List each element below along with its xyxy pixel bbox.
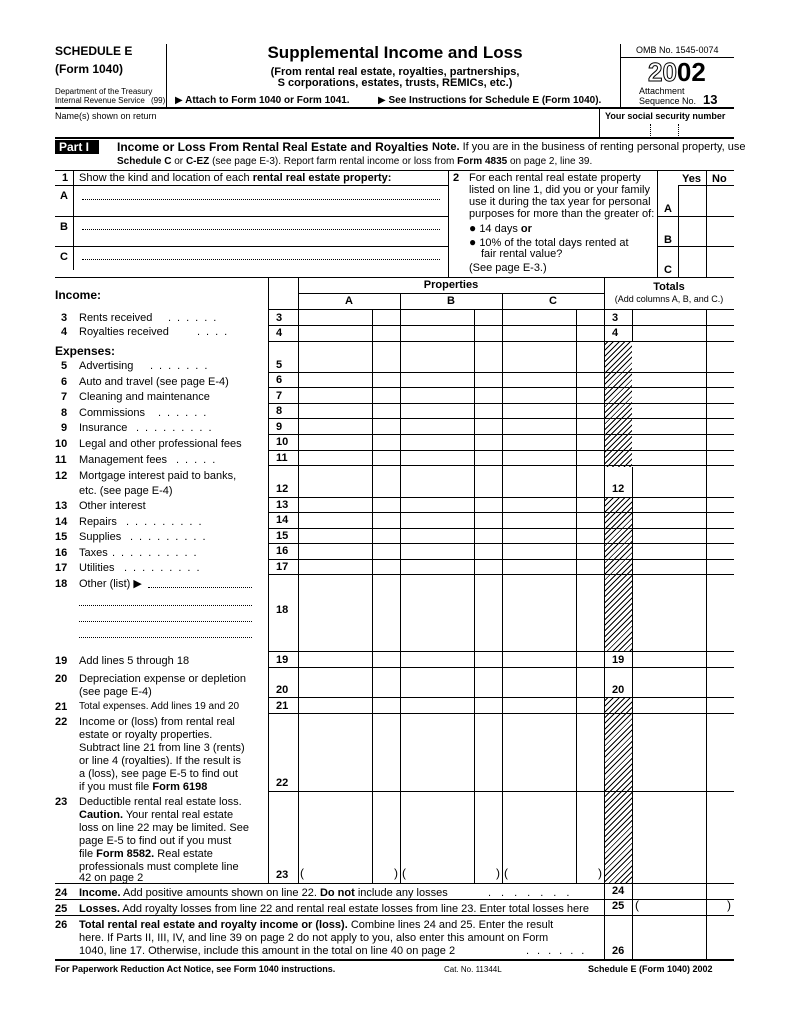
line8-property-a-amount[interactable] xyxy=(299,404,399,418)
line12-total-amount[interactable] xyxy=(633,482,733,497)
attachment-label: Attachment xyxy=(639,86,685,96)
line25-open-paren: ( xyxy=(635,898,639,912)
line2-c-yes[interactable] xyxy=(679,247,706,277)
line10-number: 10 xyxy=(55,438,68,450)
line18-other-field-4[interactable] xyxy=(79,637,252,638)
line7-property-c-amount[interactable] xyxy=(503,388,603,403)
line25-total-amount[interactable] xyxy=(633,900,733,915)
line17-text: Utilities xyxy=(79,562,115,574)
line7-property-a-amount[interactable] xyxy=(299,388,399,403)
line14-property-c-amount[interactable] xyxy=(503,513,603,528)
line2-see: (See page E-3.) xyxy=(469,262,547,274)
line24-text: Income. Add positive amounts shown on line 22. Do not include any losses xyxy=(79,887,448,899)
box-16: 16 xyxy=(276,545,289,557)
line2-text-4: purposes for more than the greater of: xyxy=(469,208,655,220)
box-21: 21 xyxy=(276,700,289,712)
line4-total-amount[interactable] xyxy=(633,326,733,341)
line24-total-amount[interactable] xyxy=(633,884,733,899)
line25-close-paren: ) xyxy=(727,898,731,912)
box-17: 17 xyxy=(276,561,289,573)
line2-c-no[interactable] xyxy=(707,247,734,277)
totals-box-26: 26 xyxy=(612,945,625,957)
totals-box-24: 24 xyxy=(612,885,625,897)
footer-cat-number: Cat. No. 11344L xyxy=(444,965,502,974)
line13-property-c-amount[interactable] xyxy=(503,498,603,512)
line20-property-a-amount[interactable] xyxy=(299,682,399,697)
line25-text: Losses. Add royalty losses from line 22 and rental real estate losses from line 23. Enter total losses here xyxy=(79,903,589,915)
yes-header: Yes xyxy=(682,173,701,185)
names-label: Name(s) shown on return xyxy=(55,111,157,121)
no-header: No xyxy=(712,173,727,185)
line23-a-close-paren: ) xyxy=(394,866,398,880)
line14-property-a-amount[interactable] xyxy=(299,513,399,528)
line15-property-b-amount[interactable] xyxy=(401,529,501,543)
income-heading: Income: xyxy=(55,288,102,302)
line5-property-c-amount[interactable] xyxy=(503,358,603,372)
line22-text-2: estate or royalty properties. xyxy=(79,729,213,741)
line26-total-amount[interactable] xyxy=(633,916,733,959)
line12-number: 12 xyxy=(55,470,68,482)
line9-property-c-amount[interactable] xyxy=(503,419,603,434)
line15-number: 15 xyxy=(55,531,68,543)
line23-text-1: Deductible rental real estate loss. xyxy=(79,796,242,808)
line26-text-3: 1040, line 17. Otherwise, include this amount in the total on line 40 on page 2 xyxy=(79,945,456,957)
line8-property-b-amount[interactable] xyxy=(401,404,501,418)
see-instruction: ▶ See Instructions for Schedule E (Form 1040). xyxy=(378,95,602,106)
line2-row-c: C xyxy=(664,264,672,276)
line23-property-b-amount[interactable] xyxy=(401,792,501,883)
line17-property-b-amount[interactable] xyxy=(401,560,501,574)
line1-a-field[interactable] xyxy=(82,199,440,200)
line20-property-c-amount[interactable] xyxy=(503,682,603,697)
totals-box-4: 4 xyxy=(612,327,619,339)
totals-box-25: 25 xyxy=(612,900,625,912)
line21-property-c-amount[interactable] xyxy=(503,698,603,713)
line9-leader: ......... xyxy=(136,422,218,434)
line11-number: 11 xyxy=(55,454,67,466)
line22-text-3: Subtract line 21 from line 3 (rents) xyxy=(79,742,245,754)
ssn-label: Your social security number xyxy=(605,111,726,121)
line18-other-field-1[interactable] xyxy=(148,587,252,588)
line6-number: 6 xyxy=(61,376,68,388)
line6-property-a-amount[interactable] xyxy=(299,373,399,387)
box-10: 10 xyxy=(276,436,289,448)
box-18: 18 xyxy=(276,604,289,616)
line5-number: 5 xyxy=(61,360,68,372)
box-20: 20 xyxy=(276,684,289,696)
line15-property-c-amount[interactable] xyxy=(503,529,603,543)
line10-text: Legal and other professional fees xyxy=(79,438,242,450)
line23-text-6: professionals must complete line xyxy=(79,861,239,873)
line7-property-b-amount[interactable] xyxy=(401,388,501,403)
line18-other-field-3[interactable] xyxy=(79,621,252,622)
box-8: 8 xyxy=(276,405,283,417)
line25-number: 25 xyxy=(55,903,68,915)
line16-text: Taxes xyxy=(79,547,108,559)
line2-bullet-2b: fair rental value? xyxy=(481,248,563,260)
line9-number: 9 xyxy=(61,422,68,434)
line3-total-amount[interactable] xyxy=(633,310,733,325)
line11-property-b-amount[interactable] xyxy=(401,451,501,465)
line2-text-2: listed on line 1, did you or your family xyxy=(469,184,650,196)
line8-number: 8 xyxy=(61,407,68,419)
totals-box-3: 3 xyxy=(612,312,619,324)
form-subtitle-1: (From rental real estate, royalties, partnerships, xyxy=(270,66,520,78)
line12-property-b-amount[interactable] xyxy=(401,482,501,497)
dept-code: (99) xyxy=(151,96,166,105)
names-field[interactable] xyxy=(55,120,595,136)
line14-number: 14 xyxy=(55,516,68,528)
totals-subheader: (Add columns A, B, and C.) xyxy=(614,294,724,304)
box-22: 22 xyxy=(276,777,289,789)
line26-text-2: here. If Parts II, III, IV, and line 39 on page 2 do not apply to you, also enter this amount on Form xyxy=(79,932,549,944)
box-9: 9 xyxy=(276,421,283,433)
line21-text: Total expenses. Add lines 19 and 20 xyxy=(79,701,240,712)
line22-text-4: or line 4 (royalties). If the result is xyxy=(79,755,242,767)
box-15: 15 xyxy=(276,530,289,542)
line22-property-c-amount[interactable] xyxy=(503,714,603,791)
line3-property-a-amount[interactable] xyxy=(299,310,399,325)
line16-property-c-amount[interactable] xyxy=(503,544,603,559)
part-note-2: Schedule C or C-EZ (see page E-3). Report farm rental income or loss from Form 4835 on page 2, line 39. xyxy=(117,156,593,167)
totals-hatch-1 xyxy=(605,341,632,467)
line5-leader: ....... xyxy=(150,360,214,372)
line8-property-c-amount[interactable] xyxy=(503,404,603,418)
line20-property-b-amount[interactable] xyxy=(401,682,501,697)
line4-text: Royalties received xyxy=(79,326,169,338)
box-4: 4 xyxy=(276,327,283,339)
line20-total-amount[interactable] xyxy=(633,682,733,697)
line2-bullet-1: ● 14 days or xyxy=(469,221,532,235)
line1-b-field[interactable] xyxy=(82,229,440,230)
line16-leader: .......... xyxy=(112,547,203,559)
box-11: 11 xyxy=(276,452,288,464)
line2-a-yes[interactable] xyxy=(679,186,706,216)
form-label: (Form 1040) xyxy=(55,62,124,76)
part-title: Income or Loss From Rental Real Estate and Royalties xyxy=(117,140,429,154)
line7-text: Cleaning and maintenance xyxy=(79,391,210,403)
line22-property-b-amount[interactable] xyxy=(401,714,501,791)
line13-number: 13 xyxy=(55,500,68,512)
line23-b-close-paren: ) xyxy=(496,866,500,880)
box-3: 3 xyxy=(276,312,283,324)
line7-number: 7 xyxy=(61,391,68,403)
line19-property-b-amount[interactable] xyxy=(401,652,501,667)
line23-text-3: loss on line 22 may be limited. See xyxy=(79,822,249,834)
line13-property-b-amount[interactable] xyxy=(401,498,501,512)
line26-text-1: Total rental real estate and royalty income or (loss). Combine lines 24 and 25. Enter the result xyxy=(79,919,554,931)
line22-text-6: if you must file Form 6198 xyxy=(79,781,208,793)
line20-text-1: Depreciation expense or depletion xyxy=(79,673,246,685)
column-c-header: C xyxy=(549,295,557,307)
line22-text-5: a (loss), see page E-5 to find out xyxy=(79,768,238,780)
line10-property-b-amount[interactable] xyxy=(401,435,501,450)
line15-text: Supplies xyxy=(79,531,122,543)
line22-property-a-amount[interactable] xyxy=(299,714,399,791)
line2-b-yes[interactable] xyxy=(679,217,706,246)
line1-row-b: B xyxy=(60,221,68,233)
totals-box-20: 20 xyxy=(612,684,625,696)
line23-text-7: 42 on page 2 xyxy=(79,872,144,884)
line17-property-c-amount[interactable] xyxy=(503,560,603,574)
schedule-label: SCHEDULE E xyxy=(55,44,133,58)
line11-leader: ..... xyxy=(176,454,222,466)
properties-heading: Properties xyxy=(423,279,479,291)
line19-total-amount[interactable] xyxy=(633,652,733,667)
dept-line1: Department of the Treasury xyxy=(55,87,153,96)
line3-property-b-amount[interactable] xyxy=(401,310,501,325)
line12-property-a-amount[interactable] xyxy=(299,482,399,497)
line10-property-a-amount[interactable] xyxy=(299,435,399,450)
line17-property-a-amount[interactable] xyxy=(299,560,399,574)
line12-property-c-amount[interactable] xyxy=(503,482,603,497)
line2-b-no[interactable] xyxy=(707,217,734,246)
box-19: 19 xyxy=(276,654,289,666)
line19-text: Add lines 5 through 18 xyxy=(79,655,190,667)
line13-property-a-amount[interactable] xyxy=(299,498,399,512)
line2-row-a: A xyxy=(664,203,672,215)
line23-property-a-amount[interactable] xyxy=(299,792,399,883)
part-tag: Part I xyxy=(55,140,99,154)
totals-box-12: 12 xyxy=(612,483,625,495)
line2-a-no[interactable] xyxy=(707,186,734,216)
line14-property-b-amount[interactable] xyxy=(401,513,501,528)
line19-property-a-amount[interactable] xyxy=(299,652,399,667)
footer-paperwork: For Paperwork Reduction Act Notice, see Form 1040 instructions. xyxy=(55,964,336,974)
line4-property-b-amount[interactable] xyxy=(401,326,501,341)
line5-property-a-amount[interactable] xyxy=(299,358,399,372)
line1-text: Show the kind and location of each rental real estate property: xyxy=(79,172,392,184)
sequence-label: Sequence No. xyxy=(639,96,697,106)
line6-property-b-amount[interactable] xyxy=(401,373,501,387)
line26-number: 26 xyxy=(55,919,68,931)
line23-text-2: Caution. Your rental real estate xyxy=(79,809,234,821)
line4-property-c-amount[interactable] xyxy=(503,326,603,341)
line16-property-a-amount[interactable] xyxy=(299,544,399,559)
line2-bullet-2: ● 10% of the total days rented at xyxy=(469,235,629,249)
line21-property-a-amount[interactable] xyxy=(299,698,399,713)
line18-text: Other (list) ▶ xyxy=(79,578,142,590)
line18-number: 18 xyxy=(55,578,68,590)
line18-property-c-amount[interactable] xyxy=(503,575,603,651)
line1-c-field[interactable] xyxy=(82,259,440,260)
line22-number: 22 xyxy=(55,716,68,728)
line5-property-b-amount[interactable] xyxy=(401,358,501,372)
line21-property-b-amount[interactable] xyxy=(401,698,501,713)
line1-number: 1 xyxy=(62,172,69,184)
line23-c-open-paren: ( xyxy=(504,866,508,880)
line15-property-a-amount[interactable] xyxy=(299,529,399,543)
line23-text-5: file Form 8582. Real estate xyxy=(79,848,213,860)
line21-number: 21 xyxy=(55,701,68,713)
line2-row-b: B xyxy=(664,234,672,246)
line19-property-c-amount[interactable] xyxy=(503,652,603,667)
line18-property-b-amount[interactable] xyxy=(401,575,501,651)
line13-text: Other interest xyxy=(79,500,146,512)
column-b-header: B xyxy=(447,295,455,307)
sequence-number: 13 xyxy=(703,92,718,107)
line2-text-1: For each rental real estate property xyxy=(469,172,641,184)
line23-text-4: page E-5 to find out if you must xyxy=(79,835,232,847)
line17-leader: ......... xyxy=(124,562,206,574)
omb-number: OMB No. 1545-0074 xyxy=(636,45,719,55)
line9-property-a-amount[interactable] xyxy=(299,419,399,434)
totals-hatch-3 xyxy=(605,697,632,883)
box-7: 7 xyxy=(276,390,283,402)
line18-other-field-2[interactable] xyxy=(79,605,252,606)
line9-text: Insurance xyxy=(79,422,128,434)
column-a-header: A xyxy=(345,295,353,307)
line14-text: Repairs xyxy=(79,516,117,528)
ssn-field[interactable] xyxy=(603,121,733,137)
line12-text-1: Mortgage interest paid to banks, xyxy=(79,470,237,482)
totals-box-19: 19 xyxy=(612,654,625,666)
line3-leader: ...... xyxy=(168,312,223,324)
line22-text-1: Income or (loss) from rental real xyxy=(79,716,235,728)
line11-property-c-amount[interactable] xyxy=(503,451,603,465)
line8-leader: ...... xyxy=(158,407,213,419)
line26-leader: ...... xyxy=(526,945,593,957)
part-note: Note. If you are in the business of renting personal property, use xyxy=(432,141,746,153)
line15-leader: ......... xyxy=(130,531,212,543)
line23-property-c-amount[interactable] xyxy=(503,792,603,883)
line6-text: Auto and travel (see page E-4) xyxy=(79,376,229,388)
line12-text-2: etc. (see page E-4) xyxy=(79,485,173,497)
box-14: 14 xyxy=(276,514,289,526)
line2-number: 2 xyxy=(453,172,460,184)
line23-c-close-paren: ) xyxy=(598,866,602,880)
box-12: 12 xyxy=(276,483,289,495)
form-title: Supplemental Income and Loss xyxy=(267,43,523,62)
line11-text: Management fees xyxy=(79,454,168,466)
line14-leader: ......... xyxy=(126,516,208,528)
line20-text-2: (see page E-4) xyxy=(79,686,152,698)
line1-row-c: C xyxy=(60,251,68,263)
line3-text: Rents received xyxy=(79,312,153,324)
line23-b-open-paren: ( xyxy=(402,866,406,880)
line20-number: 20 xyxy=(55,673,68,685)
line5-text: Advertising xyxy=(79,360,134,372)
line16-number: 16 xyxy=(55,547,68,559)
line1-row-a: A xyxy=(60,190,68,202)
box-13: 13 xyxy=(276,499,289,511)
line16-property-b-amount[interactable] xyxy=(401,544,501,559)
line23-number: 23 xyxy=(55,796,68,808)
tax-year: 2002 xyxy=(648,57,706,87)
line6-property-c-amount[interactable] xyxy=(503,373,603,387)
line18-property-a-amount[interactable] xyxy=(299,575,399,651)
attach-instruction: ▶ Attach to Form 1040 or Form 1041. xyxy=(175,95,350,106)
box-6: 6 xyxy=(276,374,283,386)
totals-header: Totals xyxy=(653,281,685,293)
line24-number: 24 xyxy=(55,887,68,899)
line19-number: 19 xyxy=(55,655,68,667)
line8-text: Commissions xyxy=(79,407,146,419)
line4-number: 4 xyxy=(61,326,68,338)
line9-property-b-amount[interactable] xyxy=(401,419,501,434)
line4-leader: .... xyxy=(197,326,234,338)
expenses-heading: Expenses: xyxy=(55,344,116,358)
line23-a-open-paren: ( xyxy=(300,866,304,880)
line10-property-c-amount[interactable] xyxy=(503,435,603,450)
form-subtitle-2: S corporations, estates, trusts, REMICs, etc.) xyxy=(277,77,513,89)
line4-property-a-amount[interactable] xyxy=(299,326,399,341)
box-5: 5 xyxy=(276,359,283,371)
line11-property-a-amount[interactable] xyxy=(299,451,399,465)
line24-leader: ....... xyxy=(488,887,580,899)
footer-form-id: Schedule E (Form 1040) 2002 xyxy=(588,964,713,974)
line2-text-3: use it during the tax year for personal xyxy=(469,196,651,208)
dept-line2: Internal Revenue Service xyxy=(55,96,145,105)
box-23: 23 xyxy=(276,869,289,881)
line3-number: 3 xyxy=(61,312,68,324)
line17-number: 17 xyxy=(55,562,68,574)
line3-property-c-amount[interactable] xyxy=(503,310,603,325)
